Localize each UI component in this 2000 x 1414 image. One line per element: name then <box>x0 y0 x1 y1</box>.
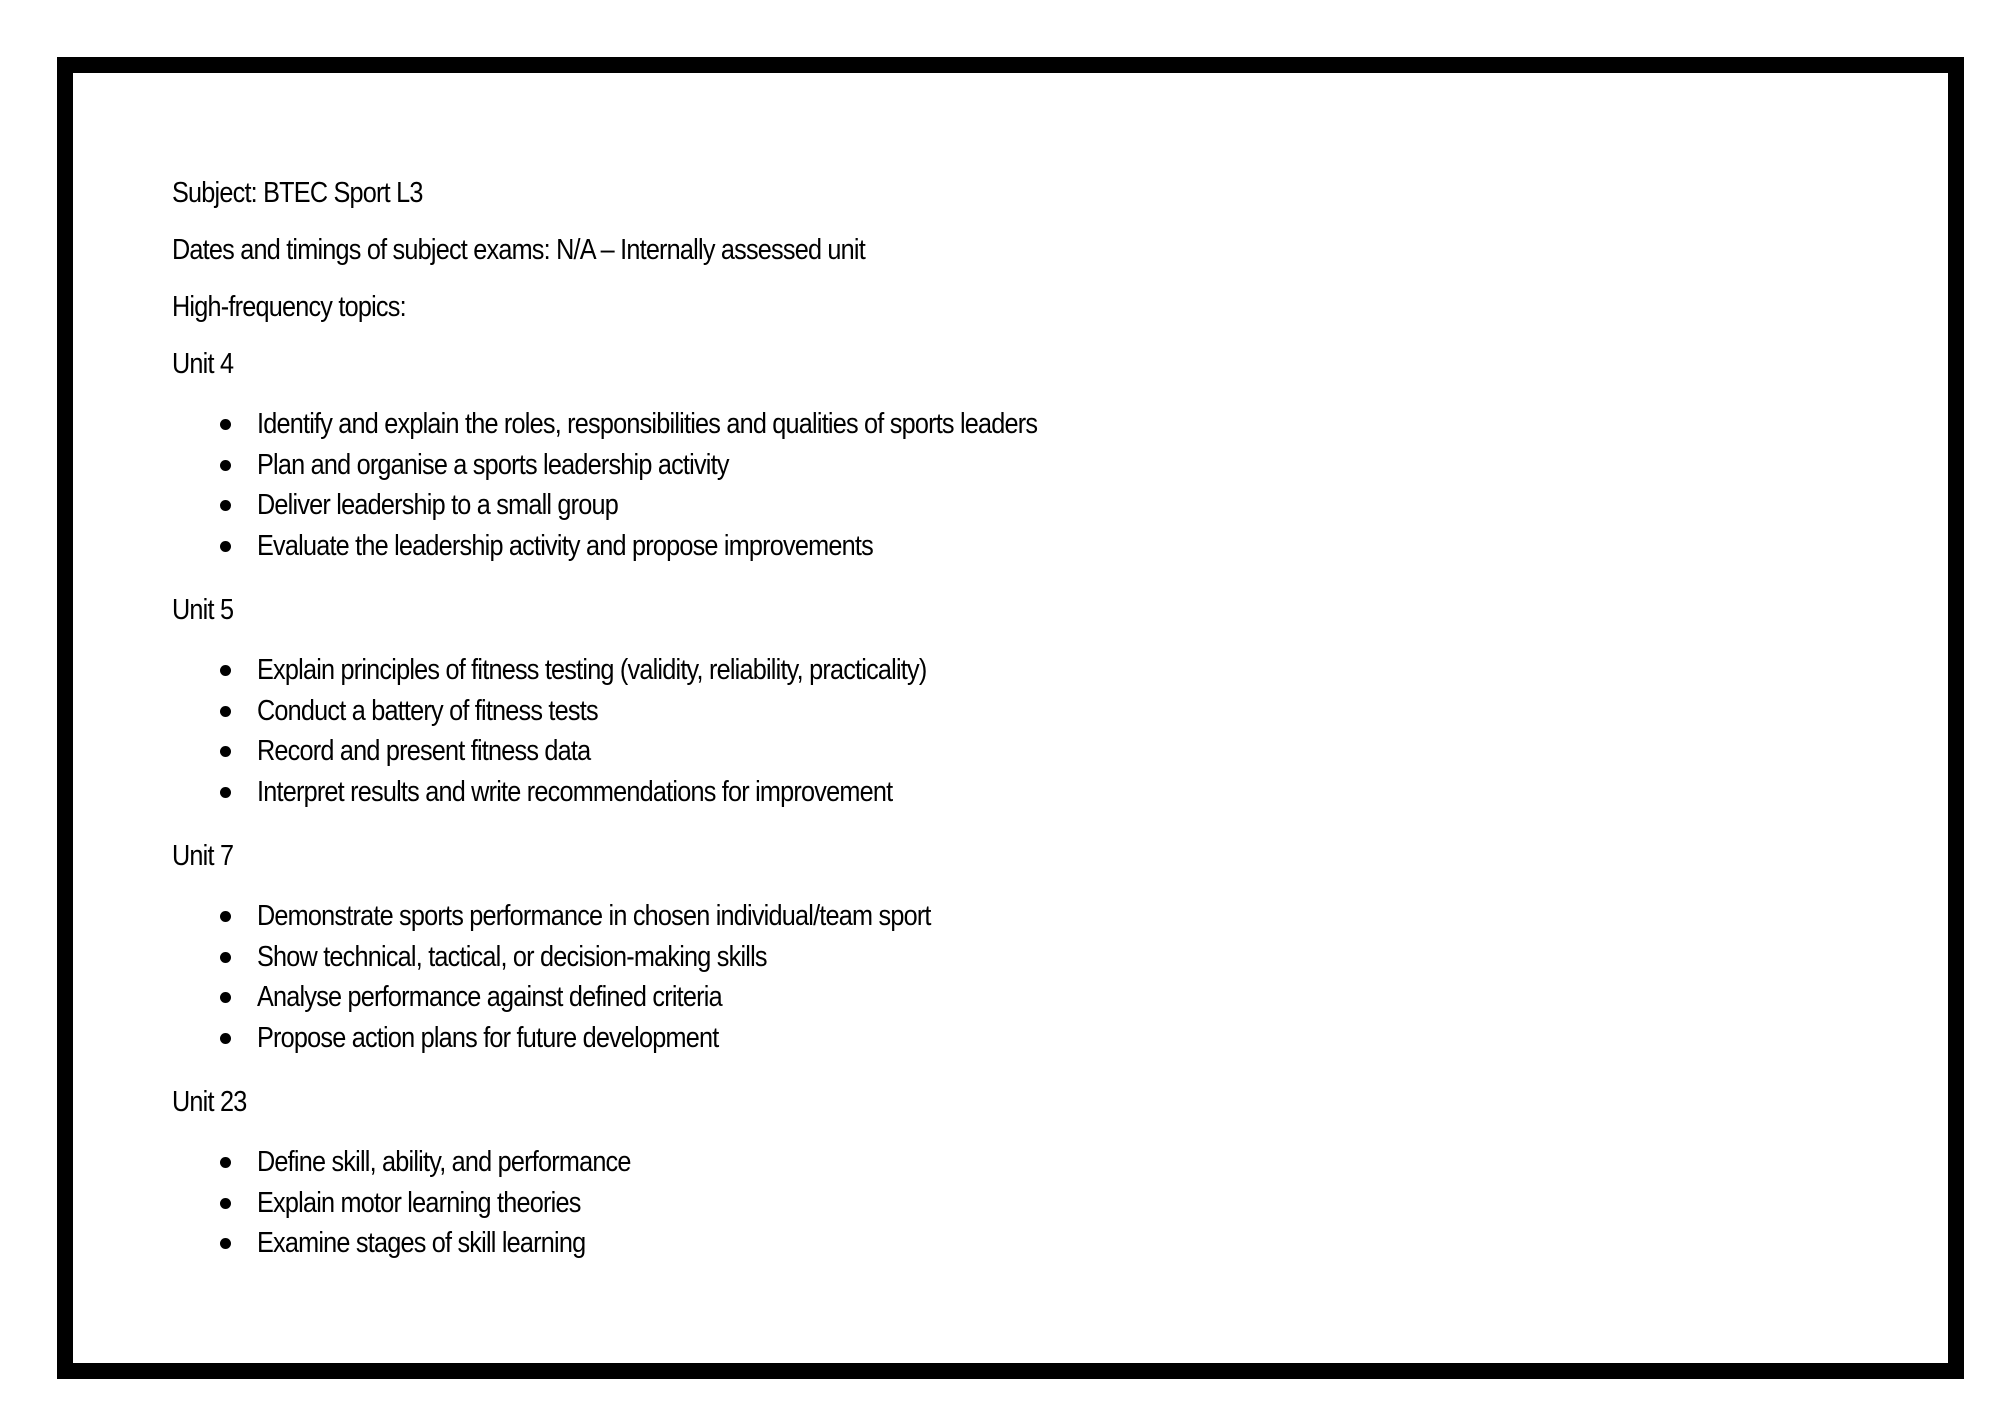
list-item <box>172 449 1772 490</box>
list-item <box>172 900 1772 941</box>
list-item <box>172 981 1772 1022</box>
list-item-text: Show technical, tactical, or decision-making skills <box>257 940 767 973</box>
bullet-icon <box>220 541 231 552</box>
bullet-icon <box>220 746 231 757</box>
list-item <box>172 408 1772 449</box>
bullet-icon <box>220 1198 231 1209</box>
list-item-text: Record and present fitness data <box>257 735 591 767</box>
list-item <box>172 1146 1772 1187</box>
bullet-icon <box>220 1157 231 1168</box>
bullet-icon <box>220 787 231 798</box>
list-item-text: Plan and organise a sports leadership activity <box>257 448 729 481</box>
bullet-icon <box>220 992 231 1003</box>
unit-heading: Unit 4 <box>172 348 234 380</box>
list-item-text: Deliver leadership to a small group <box>257 489 619 521</box>
bullet-icon <box>220 911 231 922</box>
list-item-text: Examine stages of skill learning <box>257 1227 586 1259</box>
list-item-text: Explain motor learning theories <box>257 1186 581 1219</box>
unit-heading: Unit 5 <box>172 594 234 626</box>
list-item-text: Interpret results and write recommendations for improvement <box>257 775 893 808</box>
unit-heading: Unit 23 <box>172 1086 247 1118</box>
subject-line: Subject: BTEC Sport L3 <box>172 177 423 209</box>
bullet-icon <box>220 665 231 676</box>
bullet-icon <box>220 500 231 511</box>
list-item-text: Evaluate the leadership activity and propose improvements <box>257 529 873 562</box>
list-item <box>172 654 1772 695</box>
list-item <box>172 1022 1772 1063</box>
bullet-icon <box>220 460 231 471</box>
list-item <box>172 695 1772 736</box>
page-border-frame <box>57 57 1964 1379</box>
unit-section <box>172 840 1772 1062</box>
bullet-icon <box>220 706 231 717</box>
list-item-text: Explain principles of fitness testing (validity, reliability, practicality) <box>257 654 927 686</box>
list-item <box>172 941 1772 982</box>
bullet-icon <box>220 952 231 963</box>
exam-dates-line: Dates and timings of subject exams: N/A – Internally assessed unit <box>172 234 865 266</box>
unit-section <box>172 1086 1772 1268</box>
list-item-text: Identify and explain the roles, responsibilities and qualities of sports leaders <box>257 408 1038 440</box>
unit-section <box>172 594 1772 816</box>
list-item <box>172 735 1772 776</box>
topic-list <box>172 408 1772 570</box>
topics-heading: High-frequency topics: <box>172 291 406 323</box>
unit-section <box>172 348 1772 570</box>
bullet-icon <box>220 1033 231 1044</box>
bullet-icon <box>220 419 231 430</box>
topic-list <box>172 1146 1772 1268</box>
topic-list <box>172 654 1772 816</box>
list-item <box>172 1187 1772 1228</box>
list-item-text: Demonstrate sports performance in chosen individual/team sport <box>257 900 931 932</box>
list-item-text: Define skill, ability, and performance <box>257 1146 631 1178</box>
list-item <box>172 776 1772 817</box>
list-item-text: Propose action plans for future development <box>257 1021 719 1054</box>
unit-heading: Unit 7 <box>172 840 234 872</box>
list-item-text: Conduct a battery of fitness tests <box>257 694 598 727</box>
document-content <box>172 177 1772 1292</box>
topic-list <box>172 900 1772 1062</box>
bullet-icon <box>220 1238 231 1249</box>
list-item <box>172 530 1772 571</box>
list-item-text: Analyse performance against defined criteria <box>257 981 722 1013</box>
list-item <box>172 1227 1772 1268</box>
list-item <box>172 489 1772 530</box>
